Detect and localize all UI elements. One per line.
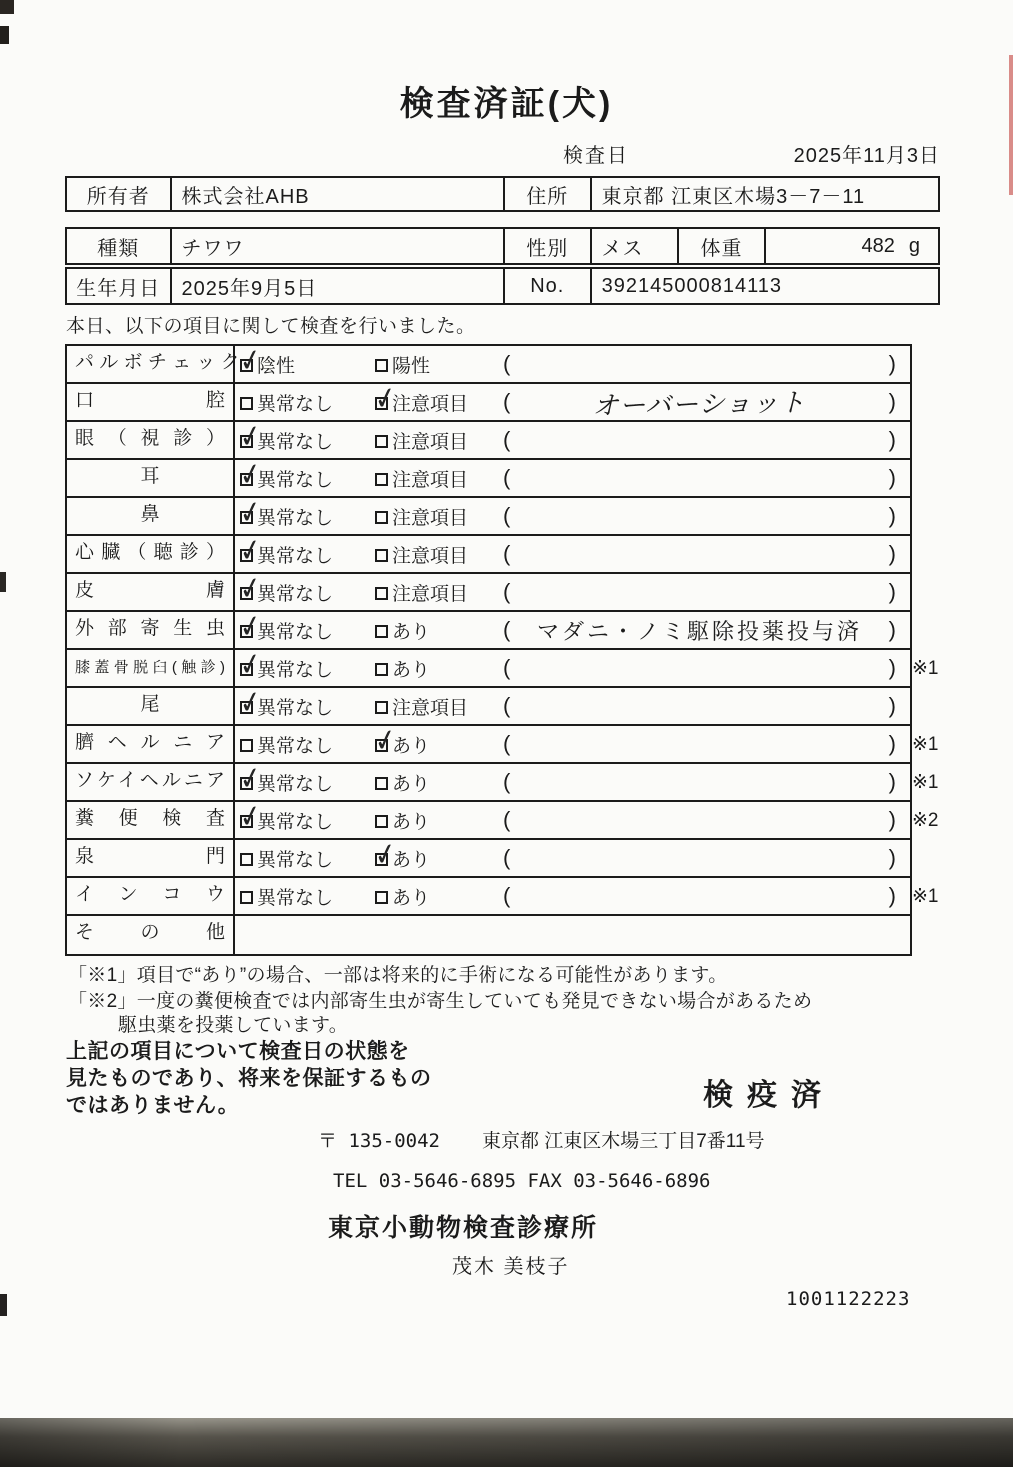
item-label: そ の 他	[67, 916, 235, 954]
scan-artifact-edge-2	[0, 572, 6, 592]
checkbox-1	[240, 549, 253, 562]
scan-artifact-edge-3	[0, 1294, 7, 1316]
item-label: 口 腔	[67, 384, 235, 420]
inspection-row	[67, 726, 939, 764]
weight-value: 482	[861, 234, 895, 257]
checkbox-1	[240, 777, 253, 790]
inspection-date-label: 検査日	[563, 145, 629, 167]
remark-zone	[503, 807, 910, 833]
remark-zone	[503, 615, 910, 646]
option-2-label: 注意項目	[392, 431, 469, 453]
item-label: ソケイヘルニア	[67, 764, 235, 800]
address-value: 東京都 江東区木場3－7－11	[601, 185, 866, 208]
inspection-row	[67, 916, 910, 954]
paren-open-icon: (	[503, 769, 511, 794]
checkbox-2	[375, 397, 388, 410]
footnote-mark: ※1	[912, 886, 939, 907]
footnote-1: 「※1」項目で“あり”の場合、一部は将来的に手術になる可能性があります。	[68, 965, 728, 986]
item-content	[235, 916, 910, 954]
checkbox-1	[240, 473, 253, 486]
option-2	[370, 617, 503, 644]
option-1-label: 異常なし	[257, 545, 334, 567]
option-1-label: 異常なし	[257, 697, 334, 719]
certificate-title: 検査済証(犬)	[399, 85, 614, 123]
birthdate-label: 生年月日	[67, 269, 172, 303]
item-content	[235, 726, 910, 762]
footnote-mark: ※1	[912, 734, 939, 755]
inspection-row	[67, 536, 910, 574]
clinic-name: 東京小動物検査診療所	[328, 1214, 599, 1242]
veterinarian-name: 茂木 美枝子	[452, 1256, 570, 1278]
item-label: 尾	[67, 688, 235, 724]
no-value: 392145000814113	[601, 274, 782, 297]
inspection-row	[67, 574, 910, 612]
checkbox-2	[375, 777, 388, 790]
quarantine-stamp: 検疫済	[703, 1079, 835, 1112]
checkbox-2	[375, 891, 388, 904]
inspection-row	[67, 346, 910, 384]
footnote-mark: ※1	[912, 772, 939, 793]
item-label: 鼻	[67, 498, 235, 534]
item-content	[235, 384, 910, 420]
scan-artifact-edge-1	[0, 26, 9, 44]
footnote-2-line1: 「※2」一度の糞便検査では内部寄生虫が寄生していても発見できない場合があるため	[68, 991, 813, 1012]
option-1	[235, 465, 370, 492]
inspection-row	[67, 460, 910, 498]
option-2	[370, 389, 503, 416]
remark-zone	[503, 503, 910, 529]
item-content	[235, 612, 910, 648]
option-2	[370, 731, 503, 758]
checkbox-1	[240, 815, 253, 828]
breed-label: 種類	[67, 229, 172, 263]
paren-close-icon: )	[888, 503, 896, 528]
disclaimer-line2: 見たものであり、将来を保証するもの	[66, 1067, 432, 1090]
checkbox-1	[240, 739, 253, 752]
item-content	[235, 422, 910, 458]
checkbox-1	[240, 511, 253, 524]
clinic-address: 東京都 江東区木場三丁目7番11号	[481, 1131, 765, 1152]
inspection-row	[67, 840, 910, 878]
option-2-label: 注意項目	[392, 507, 469, 529]
option-2	[370, 655, 503, 682]
remark-zone	[503, 883, 910, 909]
checkbox-2	[375, 473, 388, 486]
paren-close-icon: )	[888, 883, 896, 908]
option-1	[235, 503, 370, 530]
footnote-mark: ※2	[912, 810, 939, 831]
paren-open-icon: (	[503, 427, 511, 452]
checkbox-1	[240, 397, 253, 410]
option-2	[370, 503, 503, 530]
option-2	[370, 465, 503, 492]
serial-number: 1001122223	[786, 1288, 911, 1310]
option-1	[235, 579, 370, 606]
checkbox-1	[240, 587, 253, 600]
postal-code: 〒 135-0042	[318, 1130, 440, 1152]
pet-info-table	[65, 227, 940, 265]
paren-open-icon: (	[503, 807, 511, 832]
option-2-label: あり	[392, 887, 431, 909]
item-content	[235, 764, 910, 800]
item-label: 臍 ヘ ル ニ ア	[67, 726, 235, 762]
option-1	[235, 731, 370, 758]
option-2-label: 陽性	[392, 355, 431, 377]
inspection-row	[67, 650, 939, 688]
owner-table	[65, 176, 940, 212]
checkbox-2	[375, 853, 388, 866]
option-1-label: 陰性	[257, 355, 296, 377]
option-2	[370, 541, 503, 568]
weight-label: 体重	[679, 229, 766, 263]
item-content	[235, 346, 910, 382]
checkbox-1	[240, 435, 253, 448]
inspection-date-row	[505, 139, 940, 168]
sex-label: 性別	[505, 229, 592, 263]
option-1-label: 異常なし	[257, 887, 334, 909]
option-2	[370, 427, 503, 454]
address-label: 住所	[505, 178, 592, 210]
inspection-row	[67, 878, 939, 916]
no-label: No.	[505, 269, 592, 303]
remark-zone	[503, 769, 910, 795]
item-label: パ ル ボ チ ェ ッ ク	[67, 346, 235, 382]
remark-zone	[503, 845, 910, 871]
clinic-tel: TEL 03-5646-6895 FAX 03-5646-6896	[333, 1170, 711, 1192]
paren-close-icon: )	[888, 731, 896, 756]
option-1-label: 異常なし	[257, 849, 334, 871]
option-1	[235, 351, 370, 378]
paren-close-icon: )	[888, 389, 896, 414]
item-content	[235, 460, 910, 496]
option-1	[235, 427, 370, 454]
checkbox-2	[375, 701, 388, 714]
paren-close-icon: )	[888, 769, 896, 794]
remark-zone	[503, 693, 910, 719]
option-1-label: 異常なし	[257, 735, 334, 757]
option-1-label: 異常なし	[257, 811, 334, 833]
checkbox-2	[375, 625, 388, 638]
option-2	[370, 351, 503, 378]
owner-label: 所有者	[67, 178, 172, 210]
paren-open-icon: (	[503, 845, 511, 870]
footnote-mark: ※1	[912, 658, 939, 679]
inspection-row	[67, 764, 939, 802]
item-content	[235, 650, 910, 686]
paren-close-icon: )	[888, 845, 896, 870]
remark-zone	[503, 427, 910, 453]
option-1-label: 異常なし	[257, 393, 334, 415]
disclaimer-line3: ではありません。	[66, 1094, 240, 1117]
option-2-label: 注意項目	[392, 697, 469, 719]
inspection-row	[67, 498, 910, 536]
item-content	[235, 498, 910, 534]
option-1	[235, 807, 370, 834]
inspection-table	[65, 344, 939, 956]
note-text: マダニ・ノミ駆除投薬投与済	[536, 618, 862, 644]
paren-open-icon: (	[503, 731, 511, 756]
remark-zone	[503, 351, 910, 377]
paren-close-icon: )	[888, 351, 896, 376]
inspection-date-value: 2025年11月3日	[793, 145, 940, 167]
scan-artifact-corner	[0, 0, 14, 14]
inspection-row	[67, 612, 910, 650]
paren-open-icon: (	[503, 465, 511, 490]
checkbox-2	[375, 663, 388, 676]
disclaimer	[66, 1038, 432, 1119]
paren-close-icon: )	[888, 655, 896, 680]
checkbox-1	[240, 359, 253, 372]
option-2-label: あり	[392, 621, 431, 643]
inspection-row	[67, 422, 910, 460]
option-2	[370, 693, 503, 720]
sex-value: メス	[592, 229, 680, 263]
option-2-label: 注意項目	[392, 583, 469, 605]
item-label: 心 臓 （ 聴 診 ）	[67, 536, 235, 572]
option-1-label: 異常なし	[257, 431, 334, 453]
option-1	[235, 617, 370, 644]
option-1	[235, 655, 370, 682]
item-label: 糞 便 検 査	[67, 802, 235, 838]
checkbox-1	[240, 625, 253, 638]
option-2	[370, 845, 503, 872]
option-2-label: あり	[392, 773, 431, 795]
checkbox-1	[240, 663, 253, 676]
option-1-label: 異常なし	[257, 621, 334, 643]
note-text: オーバーショット	[592, 386, 807, 421]
item-content	[235, 574, 910, 610]
paren-open-icon: (	[503, 579, 511, 604]
paren-open-icon: (	[503, 617, 511, 642]
inspection-row	[67, 384, 910, 422]
remark-zone	[503, 731, 910, 757]
remark-zone	[503, 655, 910, 681]
disclaimer-line1: 上記の項目について検査日の状態を	[66, 1040, 410, 1063]
checkbox-1	[240, 891, 253, 904]
paren-close-icon: )	[888, 807, 896, 832]
checkbox-2	[375, 359, 388, 372]
checkbox-2	[375, 435, 388, 448]
checkbox-2	[375, 587, 388, 600]
birthdate-value: 2025年9月5日	[172, 269, 505, 303]
item-label: 外 部 寄 生 虫	[67, 612, 235, 648]
option-1-label: 異常なし	[257, 469, 334, 491]
paren-open-icon: (	[503, 883, 511, 908]
remark-zone	[503, 465, 910, 491]
checkbox-2	[375, 549, 388, 562]
bottom-scan-band	[0, 1418, 1013, 1467]
paren-open-icon: (	[503, 541, 511, 566]
option-2-label: あり	[392, 659, 431, 681]
paren-close-icon: )	[888, 427, 896, 452]
paren-open-icon: (	[503, 389, 511, 414]
option-1-label: 異常なし	[257, 507, 334, 529]
item-content	[235, 688, 910, 724]
option-2-label: あり	[392, 735, 431, 757]
option-1	[235, 883, 370, 910]
item-label: 耳	[67, 460, 235, 496]
weight-cell	[766, 229, 938, 263]
paren-close-icon: )	[888, 693, 896, 718]
item-label: 皮 膚	[67, 574, 235, 610]
option-2-label: 注意項目	[392, 393, 469, 415]
checkbox-2	[375, 739, 388, 752]
option-2-label: 注意項目	[392, 469, 469, 491]
footnote-2-line2: 駆虫薬を投薬しています。	[118, 1015, 349, 1036]
paren-close-icon: )	[888, 617, 896, 642]
checkbox-2	[375, 511, 388, 524]
option-1	[235, 845, 370, 872]
item-content	[235, 802, 910, 838]
intro-text: 本日、以下の項目に関して検査を行いました。	[66, 316, 476, 337]
item-content	[235, 840, 910, 876]
inspection-row	[67, 688, 910, 726]
option-1	[235, 769, 370, 796]
remark-zone	[503, 579, 910, 605]
paren-close-icon: )	[888, 465, 896, 490]
paren-open-icon: (	[503, 655, 511, 680]
option-2-label: あり	[392, 849, 431, 871]
option-2	[370, 579, 503, 606]
option-2-label: あり	[392, 811, 431, 833]
option-1-label: 異常なし	[257, 583, 334, 605]
owner-value: 株式会社AHB	[172, 178, 505, 210]
option-1	[235, 389, 370, 416]
option-2	[370, 883, 503, 910]
option-2-label: 注意項目	[392, 545, 469, 567]
paren-close-icon: )	[888, 579, 896, 604]
paren-open-icon: (	[503, 351, 511, 376]
item-label: 泉 門	[67, 840, 235, 876]
checkbox-2	[375, 815, 388, 828]
item-label: 眼 （ 視 診 ）	[67, 422, 235, 458]
inspection-row	[67, 802, 939, 840]
item-content	[235, 878, 910, 914]
option-2	[370, 769, 503, 796]
breed-value: チワワ	[172, 229, 505, 263]
clinic-postal-line	[318, 1126, 765, 1153]
item-label: 膝蓋骨脱臼(触診)	[67, 650, 235, 686]
remark-zone	[503, 384, 910, 421]
paren-open-icon: (	[503, 503, 511, 528]
weight-unit: g	[908, 234, 920, 257]
option-2	[370, 807, 503, 834]
remark-zone	[503, 541, 910, 567]
option-1-label: 異常なし	[257, 773, 334, 795]
birthdate-table	[65, 267, 940, 305]
item-label: イ ン コ ウ	[67, 878, 235, 914]
item-content	[235, 536, 910, 572]
paren-close-icon: )	[888, 541, 896, 566]
paren-open-icon: (	[503, 693, 511, 718]
option-1	[235, 541, 370, 568]
option-1-label: 異常なし	[257, 659, 334, 681]
checkbox-1	[240, 701, 253, 714]
checkbox-1	[240, 853, 253, 866]
option-1	[235, 693, 370, 720]
